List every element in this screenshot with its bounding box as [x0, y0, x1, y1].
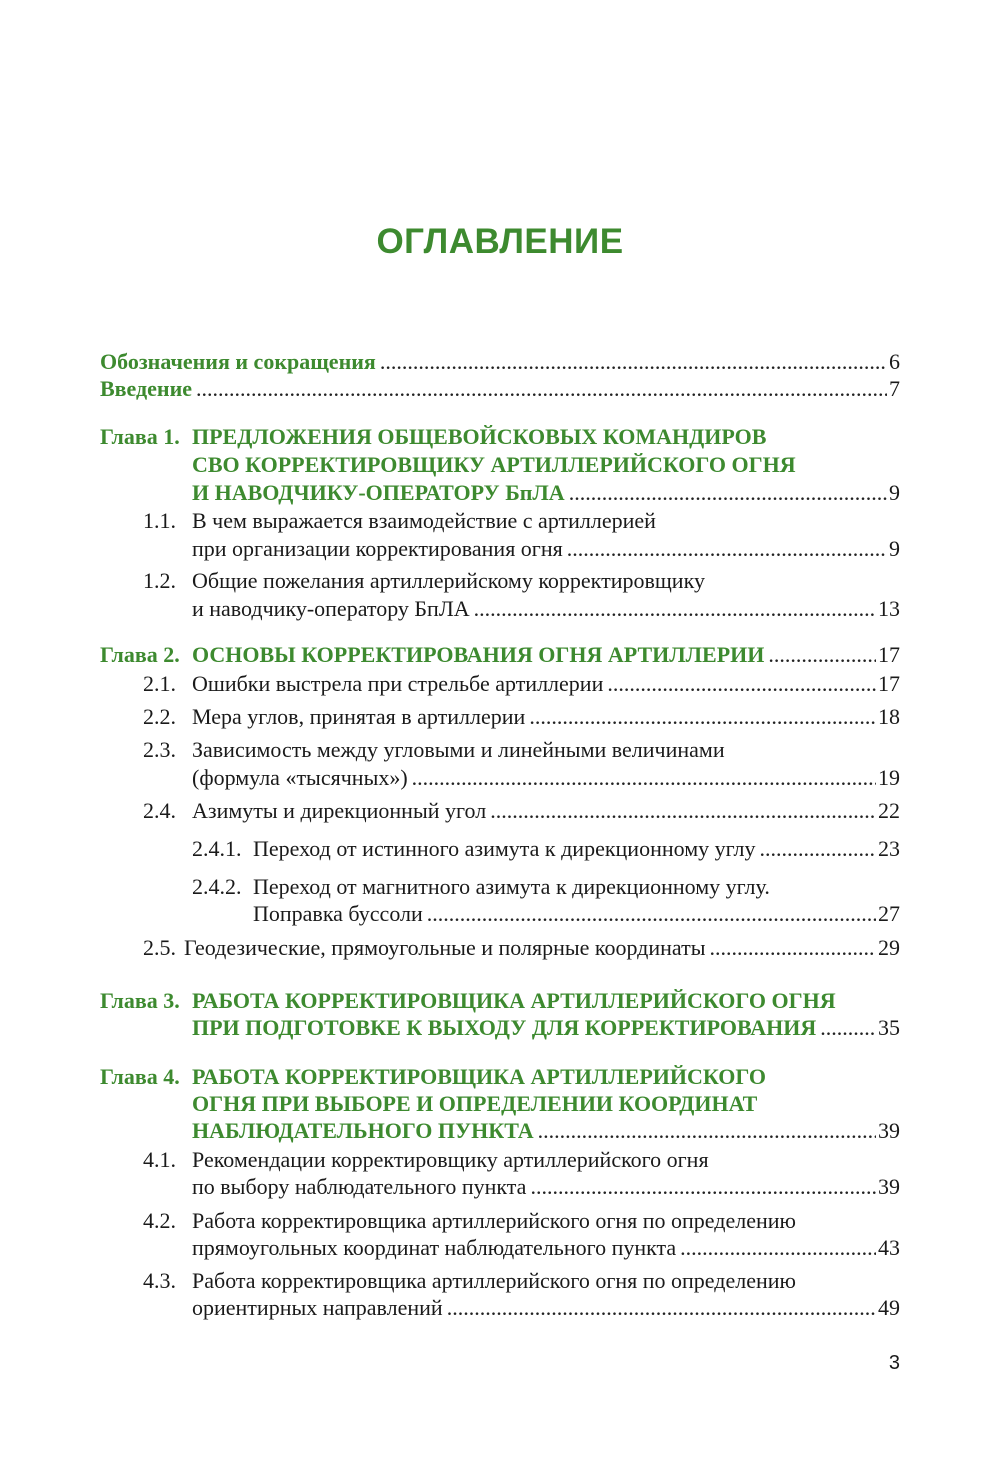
section-title-line[interactable]: Зависимость между угловыми и линейными величинами [192, 737, 725, 762]
section-title-line[interactable]: В чем выражается взаимодействие с артиллерией [192, 508, 656, 533]
toc-page-number: 7 [889, 376, 900, 401]
chapter-title-line[interactable]: ПРЕДЛОЖЕНИЯ ОБЩЕВОЙСКОВЫХ КОМАНДИРОВ [192, 424, 767, 449]
chapter-title-line[interactable]: РАБОТА КОРРЕКТИРОВЩИКА АРТИЛЛЕРИЙСКОГО [192, 1064, 766, 1089]
toc-entry-introduction[interactable] [100, 374, 900, 404]
toc-page-number: 35 [878, 1015, 900, 1040]
leader-dots [530, 1172, 876, 1202]
page-number: 3 [888, 1352, 900, 1374]
toc-page-number: 27 [878, 901, 900, 926]
toc-entry-title: Введение [100, 376, 193, 401]
toc-entry-section-2-3[interactable] [192, 763, 900, 793]
section-title-line: и наводчику-оператору БпЛА [192, 596, 470, 621]
section-number: 2.3. [143, 737, 176, 762]
toc-page-number: 9 [889, 480, 900, 505]
leader-dots [490, 796, 876, 826]
page-title: ОГЛАВЛЕНИЕ [376, 222, 624, 261]
toc-page-number: 23 [878, 836, 900, 861]
toc-page-number: 13 [878, 596, 900, 621]
section-title-line: Поправка буссоли [253, 901, 423, 926]
leader-dots [427, 899, 876, 929]
leader-dots [447, 1293, 876, 1323]
subsection-number: 2.4.2. [192, 874, 242, 899]
leader-dots [196, 374, 887, 404]
toc-page-number: 18 [878, 704, 900, 729]
toc-entry-chapter-4[interactable] [192, 1116, 900, 1146]
section-title-line[interactable]: Рекомендации корректировщику артиллерийского огня [192, 1147, 709, 1172]
section-number: 4.2. [143, 1208, 176, 1233]
chapter-title-line: ПРИ ПОДГОТОВКЕ К ВЫХОДУ ДЛЯ КОРРЕКТИРОВАНИЯ [192, 1015, 817, 1040]
leader-dots [380, 347, 887, 377]
section-title-line: ориентирных направлений [192, 1295, 443, 1320]
chapter-title-line[interactable]: РАБОТА КОРРЕКТИРОВЩИКА АРТИЛЛЕРИЙСКОГО ОГНЯ [192, 988, 836, 1013]
chapter-title-line[interactable]: СВО КОРРЕКТИРОВЩИКУ АРТИЛЛЕРИЙСКОГО ОГНЯ [192, 452, 796, 477]
section-number: 2.1. [143, 671, 176, 696]
chapter-title-line: ОСНОВЫ КОРРЕКТИРОВАНИЯ ОГНЯ АРТИЛЛЕРИИ [192, 642, 765, 667]
section-title-line: при организации корректирования огня [192, 536, 563, 561]
leader-dots [820, 1013, 876, 1043]
toc-page-number: 22 [878, 798, 900, 823]
toc-entry-section-4-2[interactable] [192, 1233, 900, 1263]
toc-page-number: 9 [889, 536, 900, 561]
toc-entry-section-4-1[interactable] [192, 1172, 900, 1202]
section-number: 4.1. [143, 1147, 176, 1172]
toc-entry-abbreviations[interactable] [100, 347, 900, 377]
section-title-line: Мера углов, принятая в артиллерии [192, 704, 526, 729]
toc-entry-chapter-3[interactable] [192, 1013, 900, 1043]
toc-entry-section-2-4[interactable] [192, 796, 900, 826]
toc-page-number: 19 [878, 765, 900, 790]
toc-page-number: 17 [878, 642, 900, 667]
toc-entry-section-4-3[interactable] [192, 1293, 900, 1323]
toc-entry-section-1-1[interactable] [192, 534, 900, 564]
section-number: 2.5. [143, 935, 176, 960]
chapter-label: Глава 1. [100, 424, 180, 449]
section-title-line: по выбору наблюдательного пункта [192, 1174, 527, 1199]
leader-dots [567, 534, 887, 564]
section-title-line[interactable]: Переход от магнитного азимута к дирекционному углу. [253, 874, 770, 899]
section-title-line: прямоугольных координат наблюдательного пункта [192, 1235, 677, 1260]
toc-entry-title: Обозначения и сокращения [100, 349, 376, 374]
leader-dots [607, 669, 876, 699]
toc-page-number: 17 [878, 671, 900, 696]
toc-page-number: 6 [889, 349, 900, 374]
section-title-line[interactable]: Общие пожелания артиллерийскому корректировщику [192, 568, 705, 593]
section-number: 2.2. [143, 704, 176, 729]
leader-dots [768, 640, 876, 670]
toc-entry-section-2-1[interactable] [192, 669, 900, 699]
section-number: 4.3. [143, 1268, 176, 1293]
leader-dots [760, 834, 876, 864]
leader-dots [529, 702, 876, 732]
section-number: 1.1. [143, 508, 176, 533]
toc-page-number: 49 [878, 1295, 900, 1320]
toc-entry-section-1-2[interactable] [192, 594, 900, 624]
leader-dots [474, 594, 876, 624]
leader-dots [710, 933, 876, 963]
section-title-line: Азимуты и дирекционный угол [192, 798, 487, 823]
toc-page-number: 39 [878, 1118, 900, 1143]
subsection-number: 2.4.1. [192, 836, 242, 861]
chapter-title-line: НАБЛЮДАТЕЛЬНОГО ПУНКТА [192, 1118, 534, 1143]
section-number: 1.2. [143, 568, 176, 593]
toc-entry-section-2-4-1[interactable] [253, 834, 900, 864]
section-title-line[interactable]: Работа корректировщика артиллерийского огня по определению [192, 1208, 796, 1233]
chapter-label: Глава 2. [100, 642, 180, 667]
toc-page-number: 39 [878, 1174, 900, 1199]
section-title-line: (формула «тысячных») [192, 765, 408, 790]
section-title-line: Переход от истинного азимута к дирекционному углу [253, 836, 756, 861]
leader-dots [680, 1233, 876, 1263]
toc-entry-chapter-1[interactable] [192, 478, 900, 508]
section-title-line: Ошибки выстрела при стрельбе артиллерии [192, 671, 604, 696]
toc-page-number: 43 [878, 1235, 900, 1260]
chapter-title-line[interactable]: ОГНЯ ПРИ ВЫБОРЕ И ОПРЕДЕЛЕНИИ КООРДИНАТ [192, 1091, 758, 1116]
chapter-label: Глава 4. [100, 1064, 180, 1089]
toc-entry-chapter-2[interactable] [192, 640, 900, 670]
toc-entry-section-2-4-2[interactable] [253, 899, 900, 929]
toc-page-number: 29 [878, 935, 900, 960]
leader-dots [412, 763, 876, 793]
chapter-title-line: И НАВОДЧИКУ-ОПЕРАТОРУ БпЛА [192, 480, 565, 505]
section-number: 2.4. [143, 798, 176, 823]
section-title-line: Геодезические, прямоугольные и полярные координаты [184, 935, 706, 960]
section-title-line[interactable]: Работа корректировщика артиллерийского огня по определению [192, 1268, 796, 1293]
leader-dots [538, 1116, 876, 1146]
leader-dots [569, 478, 887, 508]
toc-entry-section-2-2[interactable] [192, 702, 900, 732]
toc-entry-section-2-5[interactable] [184, 933, 900, 963]
chapter-label: Глава 3. [100, 988, 180, 1013]
